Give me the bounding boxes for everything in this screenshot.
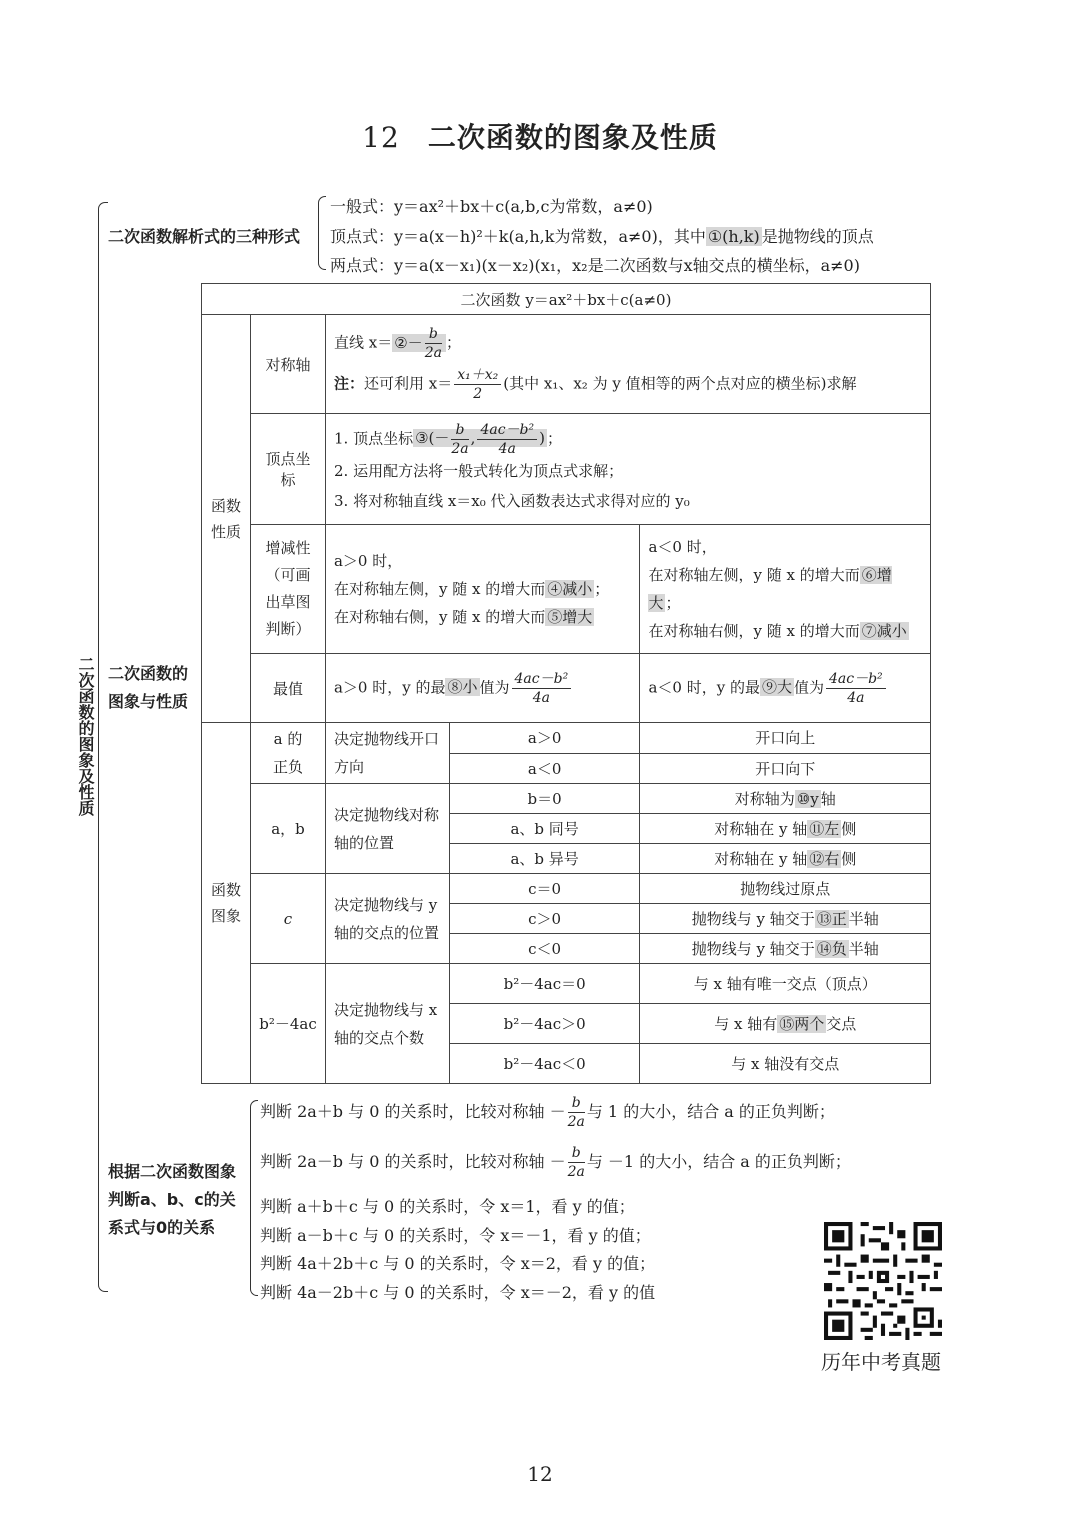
form-general: 一般式：y＝ax²＋bx＋c(a,b,c为常数，a≠0) bbox=[330, 197, 653, 216]
param-ab: a，b bbox=[251, 784, 326, 874]
desc-ab: 决定抛物线对称轴的位置 bbox=[325, 784, 449, 874]
judge-line-4: 判断 a－b＋c 与 0 的关系时，令 x＝－1，看 y 的值； bbox=[260, 1226, 651, 1245]
result-cell: 与 x 轴有唯一交点（顶点） bbox=[640, 964, 931, 1004]
result-cell: 对称轴在 y 轴 ⑫右 侧 bbox=[640, 844, 931, 874]
cond-cell: a＞0 bbox=[449, 723, 640, 754]
axis-content: 直线 x＝ ②－ $\frac{b}{2a}$ ； 注：还可利用 x＝ $\frac{\text{x₁＋x₂}}{2}$ (其中 x₁、x₂ 为 y 值相等的两个点对应的横坐标)求解 bbox=[325, 315, 930, 414]
judge-line-5: 判断 4a＋2b＋c 与 0 的关系时，令 x＝2，看 y 的值； bbox=[260, 1254, 656, 1273]
result-cell: 开口向下 bbox=[640, 753, 931, 784]
form-vertex: 顶点式：y＝a(x－h)²＋k(a,h,k为常数，a≠0)，其中 ①(h,k) 是抛物线的顶点 bbox=[330, 227, 874, 246]
forms-brace bbox=[318, 196, 326, 270]
result-cell: 抛物线过原点 bbox=[640, 874, 931, 904]
cond-cell: a、b 异号 bbox=[449, 844, 640, 874]
qr-code-icon[interactable] bbox=[824, 1222, 942, 1340]
result-cell: 抛物线与 y 轴交于 ⑬正 半轴 bbox=[640, 904, 931, 934]
qr-caption: 历年中考真题 bbox=[821, 1350, 941, 1374]
cond-cell: b²－4ac＞0 bbox=[449, 1004, 640, 1044]
forms-heading: 二次函数解析式的三种形式 bbox=[108, 227, 301, 246]
side-title: 二次函数的图象及性质 bbox=[76, 656, 95, 816]
row-label-extreme: 最值 bbox=[251, 654, 326, 723]
section2-heading: 二次函数的图象与性质 bbox=[108, 664, 189, 711]
result-cell: 对称轴为 ⑩y 轴 bbox=[640, 784, 931, 814]
result-cell: 开口向上 bbox=[640, 723, 931, 754]
row-label-mono: 增减性（可画出草图判断） bbox=[251, 525, 326, 654]
judge-line-6: 判断 4a－2b＋c 与 0 的关系时，令 x＝－2，看 y 的值 bbox=[260, 1283, 656, 1302]
judge-heading: 根据二次函数图象判断a、b、c的关系式与0的关系 bbox=[108, 1162, 237, 1237]
cond-cell: c＜0 bbox=[449, 934, 640, 964]
blank-3: ③(－ $\frac{b}{2a}$ , $\frac{\text{4ac－b²}}{4a}$ ) bbox=[415, 421, 545, 457]
judge-line-2: 判断 2a－b 与 0 的关系时，比较对称轴 － $\frac{b}{2a}$ 与 －1 的大小，结合 a 的正负判断； bbox=[260, 1145, 851, 1180]
cond-cell: c＝0 bbox=[449, 874, 640, 904]
group-properties: 函数性质 bbox=[202, 315, 251, 723]
cond-cell: a＜0 bbox=[449, 753, 640, 784]
desc-c: 决定抛物线与 y 轴的交点的位置 bbox=[325, 874, 449, 964]
desc-a: 决定抛物线开口方向 bbox=[325, 723, 449, 784]
cond-cell: a、b 同号 bbox=[449, 814, 640, 844]
cond-cell: b²－4ac＜0 bbox=[449, 1044, 640, 1084]
judge-line-3: 判断 a＋b＋c 与 0 的关系时，令 x＝1，看 y 的值； bbox=[260, 1197, 635, 1216]
result-cell: 抛物线与 y 轴交于 ⑭负 半轴 bbox=[640, 934, 931, 964]
cond-cell: c＞0 bbox=[449, 904, 640, 934]
form-two-point: 两点式：y＝a(x－x₁)(x－x₂)(x₁，x₂是二次函数与x轴交点的横坐标，a≠0) bbox=[330, 256, 860, 275]
vertex-content: 1. 顶点坐标 ③(－ $\frac{b}{2a}$ , $\frac{\text{4ac－b²}}{4a}$ ) ； 2. 运用配方法将一般式转化为顶点式求解； 3. 将对称轴直线 x＝x₀ 代入函数表达式求得对应的 y₀ bbox=[325, 414, 930, 525]
desc-disc: 决定抛物线与 x 轴的交点个数 bbox=[325, 964, 449, 1084]
param-disc: b²－4ac bbox=[251, 964, 326, 1084]
page-title: 12 二次函数的图象及性质 bbox=[362, 121, 718, 154]
param-c: c bbox=[251, 874, 326, 964]
table-header: 二次函数 y＝ax²＋bx＋c(a≠0) bbox=[202, 284, 931, 315]
mono-right: a＜0 时， 在对称轴左侧，y 随 x 的增大而 ⑥增大 ； 在对称轴右侧，y 随 x 的增大而 ⑦减小 bbox=[640, 525, 931, 654]
page-number: 12 bbox=[527, 1462, 553, 1486]
outer-brace bbox=[98, 202, 108, 1292]
group-graph: 函数图象 bbox=[202, 723, 251, 1084]
cond-cell: b²－4ac＝0 bbox=[449, 964, 640, 1004]
row-label-vertex: 顶点坐标 bbox=[251, 414, 326, 525]
judge-line-1: 判断 2a＋b 与 0 的关系时，比较对称轴 － $\frac{b}{2a}$ 与 1 的大小，结合 a 的正负判断； bbox=[260, 1095, 835, 1130]
blank-2: ②－ $\frac{b}{2a}$ bbox=[392, 334, 446, 352]
result-cell: 对称轴在 y 轴 ⑪左 侧 bbox=[640, 814, 931, 844]
param-a: a 的正负 bbox=[251, 723, 326, 784]
row-label-axis: 对称轴 bbox=[251, 315, 326, 414]
extreme-left: a＞0 时，y 的最 ⑧小 值为 $\frac{\text{4ac－b²}}{4a}$ bbox=[325, 654, 639, 723]
extreme-right: a＜0 时，y 的最 ⑨大 值为 $\frac{\text{4ac－b²}}{4a}$ bbox=[640, 654, 931, 723]
properties-table bbox=[201, 283, 931, 1084]
result-cell: 与 x 轴没有交点 bbox=[640, 1044, 931, 1084]
judge-brace bbox=[250, 1100, 258, 1296]
cond-cell: b＝0 bbox=[449, 784, 640, 814]
result-cell: 与 x 轴有 ⑮两个 交点 bbox=[640, 1004, 931, 1044]
mono-left: a＞0 时， 在对称轴左侧，y 随 x 的增大而 ④减小 ； 在对称轴右侧，y 随 x 的增大而 ⑤增大 bbox=[325, 525, 639, 654]
